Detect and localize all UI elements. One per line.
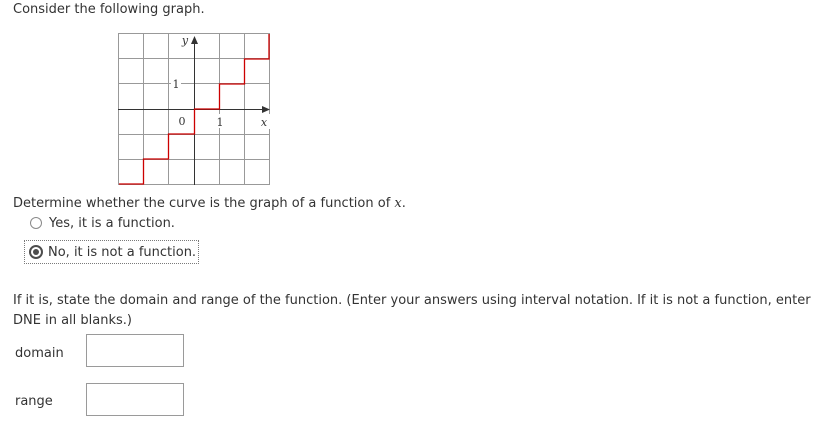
range-input[interactable] — [86, 383, 184, 416]
option-no[interactable] — [24, 240, 199, 264]
graph-axes — [118, 39, 268, 185]
question-variable: x — [394, 196, 402, 211]
range-label: range — [15, 394, 53, 409]
y-tick-label: 1 — [172, 78, 180, 91]
question-text-before: Determine whether the curve is the graph of a function of — [13, 196, 395, 211]
step-function-graph — [118, 33, 272, 187]
y-axis-label: y — [181, 34, 189, 47]
x-tick-label: 1 — [216, 116, 224, 129]
domain-input[interactable] — [86, 334, 184, 367]
intro-text: Consider the following graph. — [13, 2, 205, 17]
question-text-after: . — [401, 196, 406, 211]
graph-svg — [118, 33, 272, 187]
y-axis-arrow-icon — [191, 36, 198, 44]
instructions-text: If it is, state the domain and range of the function. (Enter your answers using interval notation. If it is not a function, enter DNE in all blanks.) — [13, 293, 811, 328]
option-no-label: No, it is not a function. — [48, 244, 197, 260]
x-axis-arrow-icon — [262, 106, 270, 113]
question-text — [13, 196, 406, 211]
radio-unchecked-icon[interactable] — [30, 217, 42, 229]
x-axis-label: x — [260, 116, 268, 129]
radio-checked-icon[interactable] — [29, 245, 43, 259]
option-yes[interactable] — [30, 214, 175, 232]
option-yes-label: Yes, it is a function. — [49, 215, 175, 231]
origin-label: 0 — [178, 115, 186, 128]
domain-label: domain — [15, 346, 64, 361]
